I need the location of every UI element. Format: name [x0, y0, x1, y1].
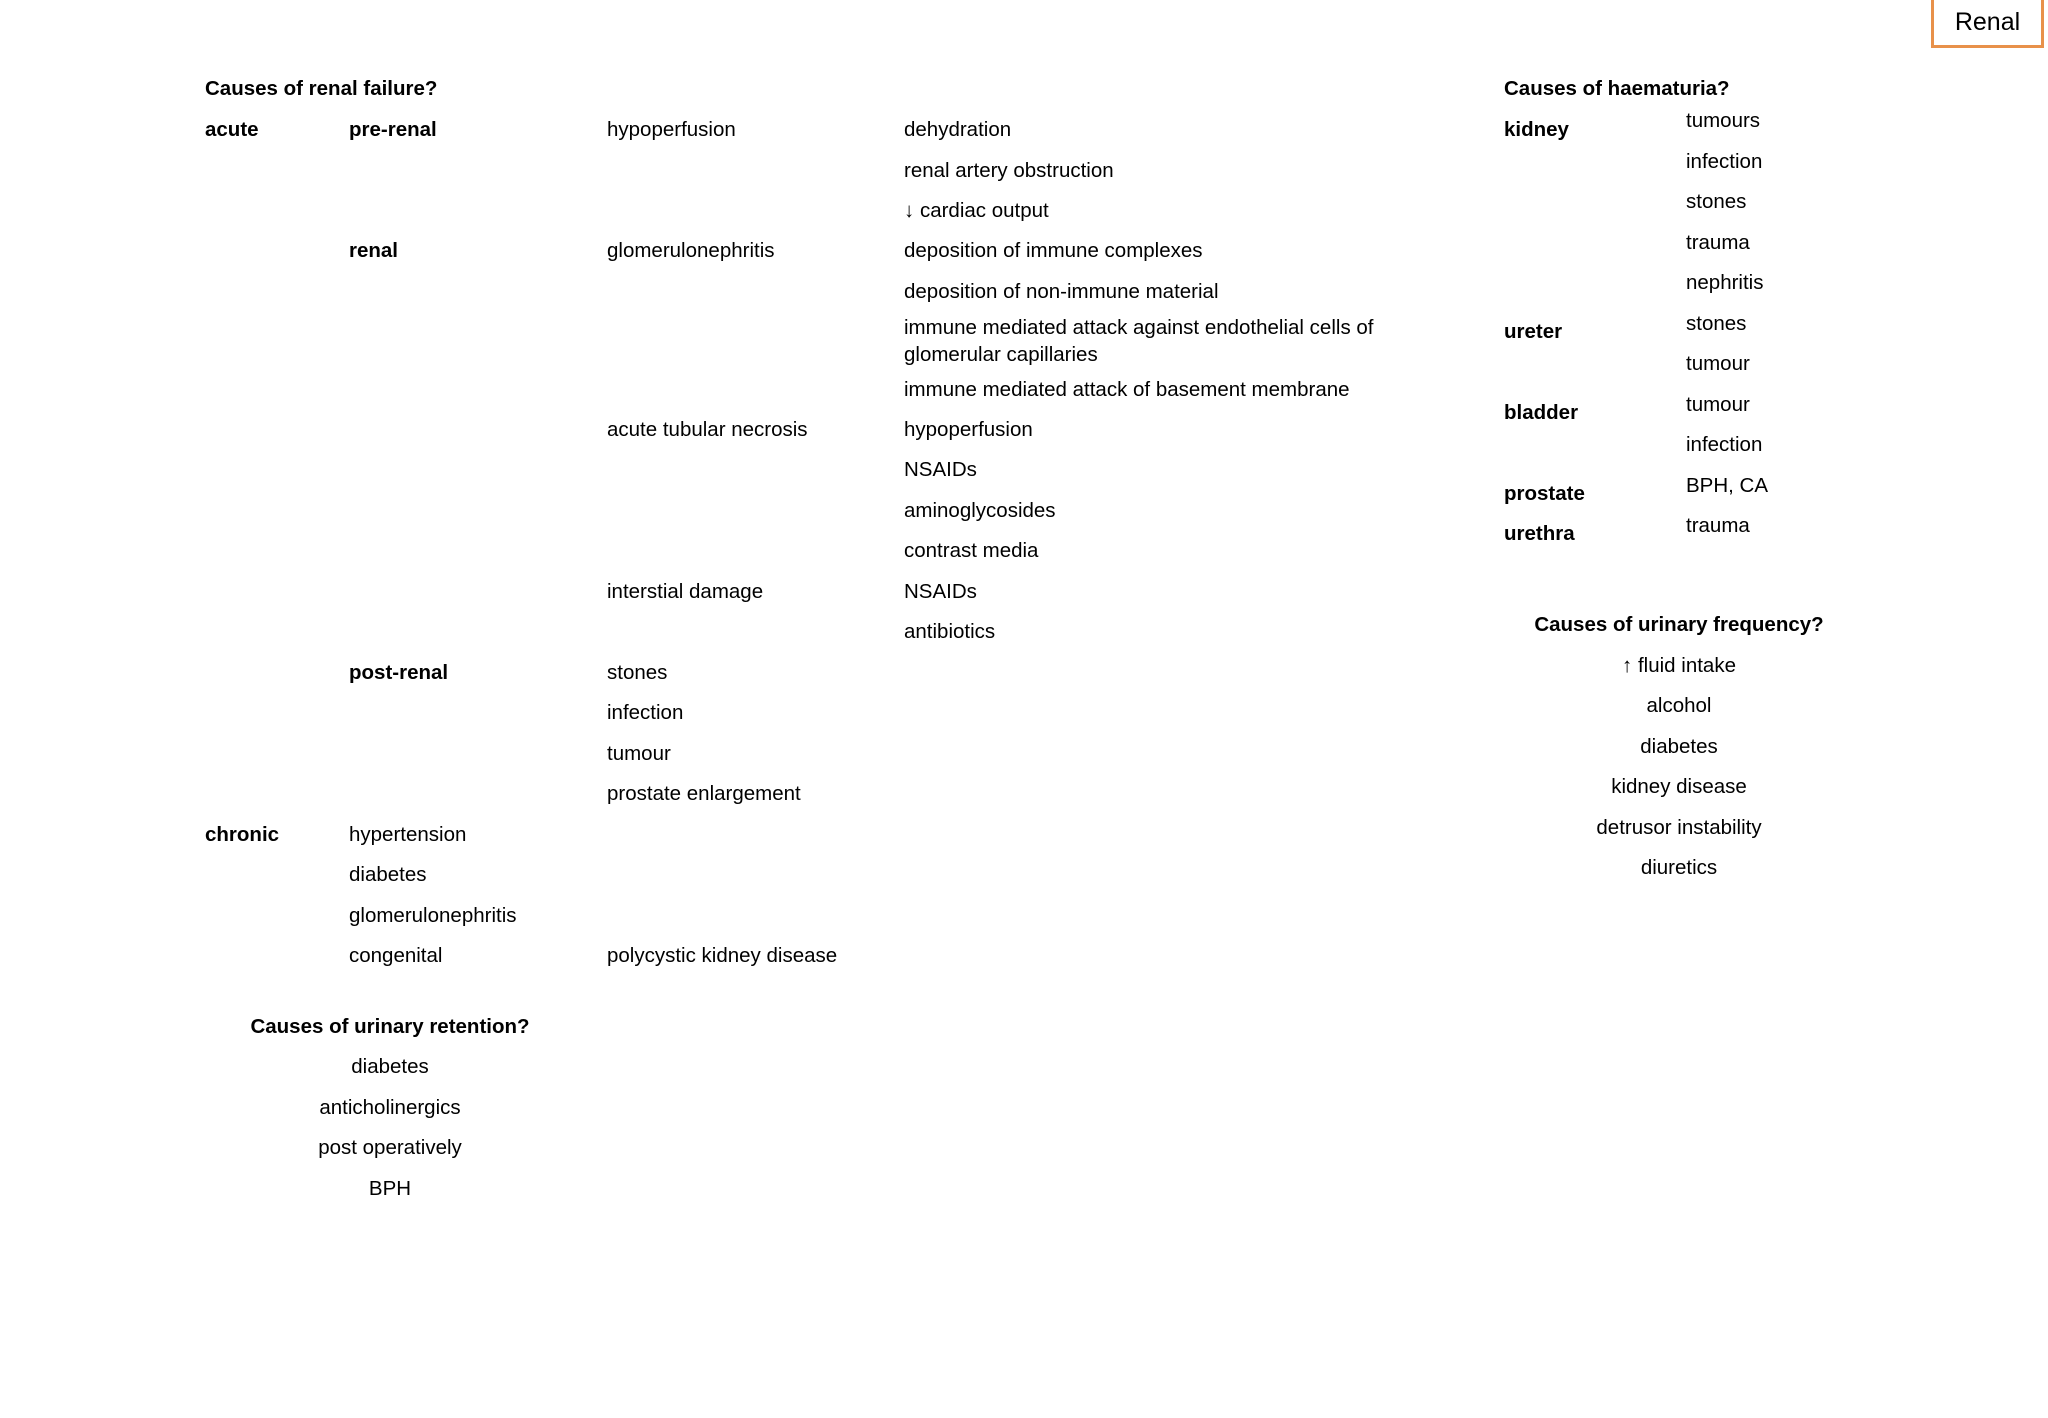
kidney-item: nephritis	[1686, 271, 1764, 294]
acute-label: acute	[205, 118, 259, 141]
bladder-item: infection	[1686, 433, 1763, 456]
hypoperfusion-label: hypoperfusion	[607, 118, 736, 141]
renal-tab[interactable]	[1931, 0, 2044, 48]
frequency-item: alcohol	[1646, 694, 1712, 717]
frequency-item: diabetes	[1640, 735, 1718, 758]
urinary-retention-title: Causes of urinary retention?	[250, 1015, 530, 1038]
renal-tab-label: Renal	[1954, 8, 2021, 36]
chronic-item: congenital	[349, 944, 443, 967]
post-renal-item: tumour	[607, 742, 671, 765]
frequency-item: kidney disease	[1611, 775, 1747, 798]
kidney-item: stones	[1686, 190, 1747, 213]
renal-failure-title: Causes of renal failure?	[205, 77, 438, 100]
atn-item: NSAIDs	[904, 458, 977, 481]
chronic-item: diabetes	[349, 863, 427, 886]
interstitial-label: interstial damage	[607, 580, 764, 603]
atn-label: acute tubular necrosis	[607, 418, 808, 441]
prostate-item: BPH, CA	[1686, 474, 1769, 497]
glomerulonephritis-item: deposition of immune complexes	[904, 239, 1203, 262]
post-renal-label: post-renal	[349, 661, 449, 684]
renal-label: renal	[349, 239, 398, 262]
post-renal-item: stones	[607, 661, 668, 684]
congenital-detail: polycystic kidney disease	[607, 944, 838, 967]
kidney-item: infection	[1686, 150, 1763, 173]
chronic-label: chronic	[205, 823, 280, 846]
chronic-item: glomerulonephritis	[349, 904, 517, 927]
bladder-label: bladder	[1504, 401, 1579, 424]
ureter-item: tumour	[1686, 352, 1750, 375]
pre-renal-label: pre-renal	[349, 118, 437, 141]
interstitial-item: NSAIDs	[904, 580, 977, 603]
kidney-label: kidney	[1504, 118, 1569, 141]
kidney-item: trauma	[1686, 231, 1750, 254]
retention-item: diabetes	[351, 1055, 429, 1078]
kidney-item: tumours	[1686, 109, 1761, 132]
pre-renal-cause: dehydration	[904, 118, 1012, 141]
retention-item: post operatively	[318, 1136, 462, 1159]
retention-item: anticholinergics	[319, 1096, 461, 1119]
frequency-item: ↑ fluid intake	[1622, 654, 1736, 677]
urinary-frequency-title: Causes of urinary frequency?	[1534, 613, 1824, 636]
frequency-item: diuretics	[1640, 856, 1718, 879]
glomerulonephritis-item: immune mediated attack against endothelial cells of glomerular capillaries	[904, 316, 1374, 366]
interstitial-item: antibiotics	[904, 620, 996, 643]
ureter-label: ureter	[1504, 320, 1563, 343]
atn-item: contrast media	[904, 539, 1039, 562]
retention-item: BPH	[368, 1177, 412, 1200]
frequency-item: detrusor instability	[1596, 816, 1762, 839]
haematuria-title: Causes of haematuria?	[1504, 77, 1730, 100]
chronic-item: hypertension	[349, 823, 467, 846]
pre-renal-cause: renal artery obstruction	[904, 159, 1114, 182]
urethra-label: urethra	[1504, 522, 1575, 545]
post-renal-item: prostate enlargement	[607, 782, 801, 805]
atn-item: hypoperfusion	[904, 418, 1033, 441]
pre-renal-cause: ↓ cardiac output	[904, 199, 1049, 222]
prostate-label: prostate	[1504, 482, 1585, 505]
ureter-item: stones	[1686, 312, 1747, 335]
bladder-item: tumour	[1686, 393, 1750, 416]
glomerulonephritis-item: deposition of non-immune material	[904, 280, 1219, 303]
glomerulonephritis-label: glomerulonephritis	[607, 239, 775, 262]
glomerulonephritis-item: immune mediated attack of basement membrane	[904, 378, 1350, 401]
atn-item: aminoglycosides	[904, 499, 1056, 522]
post-renal-item: infection	[607, 701, 684, 724]
urethra-item: trauma	[1686, 514, 1750, 537]
